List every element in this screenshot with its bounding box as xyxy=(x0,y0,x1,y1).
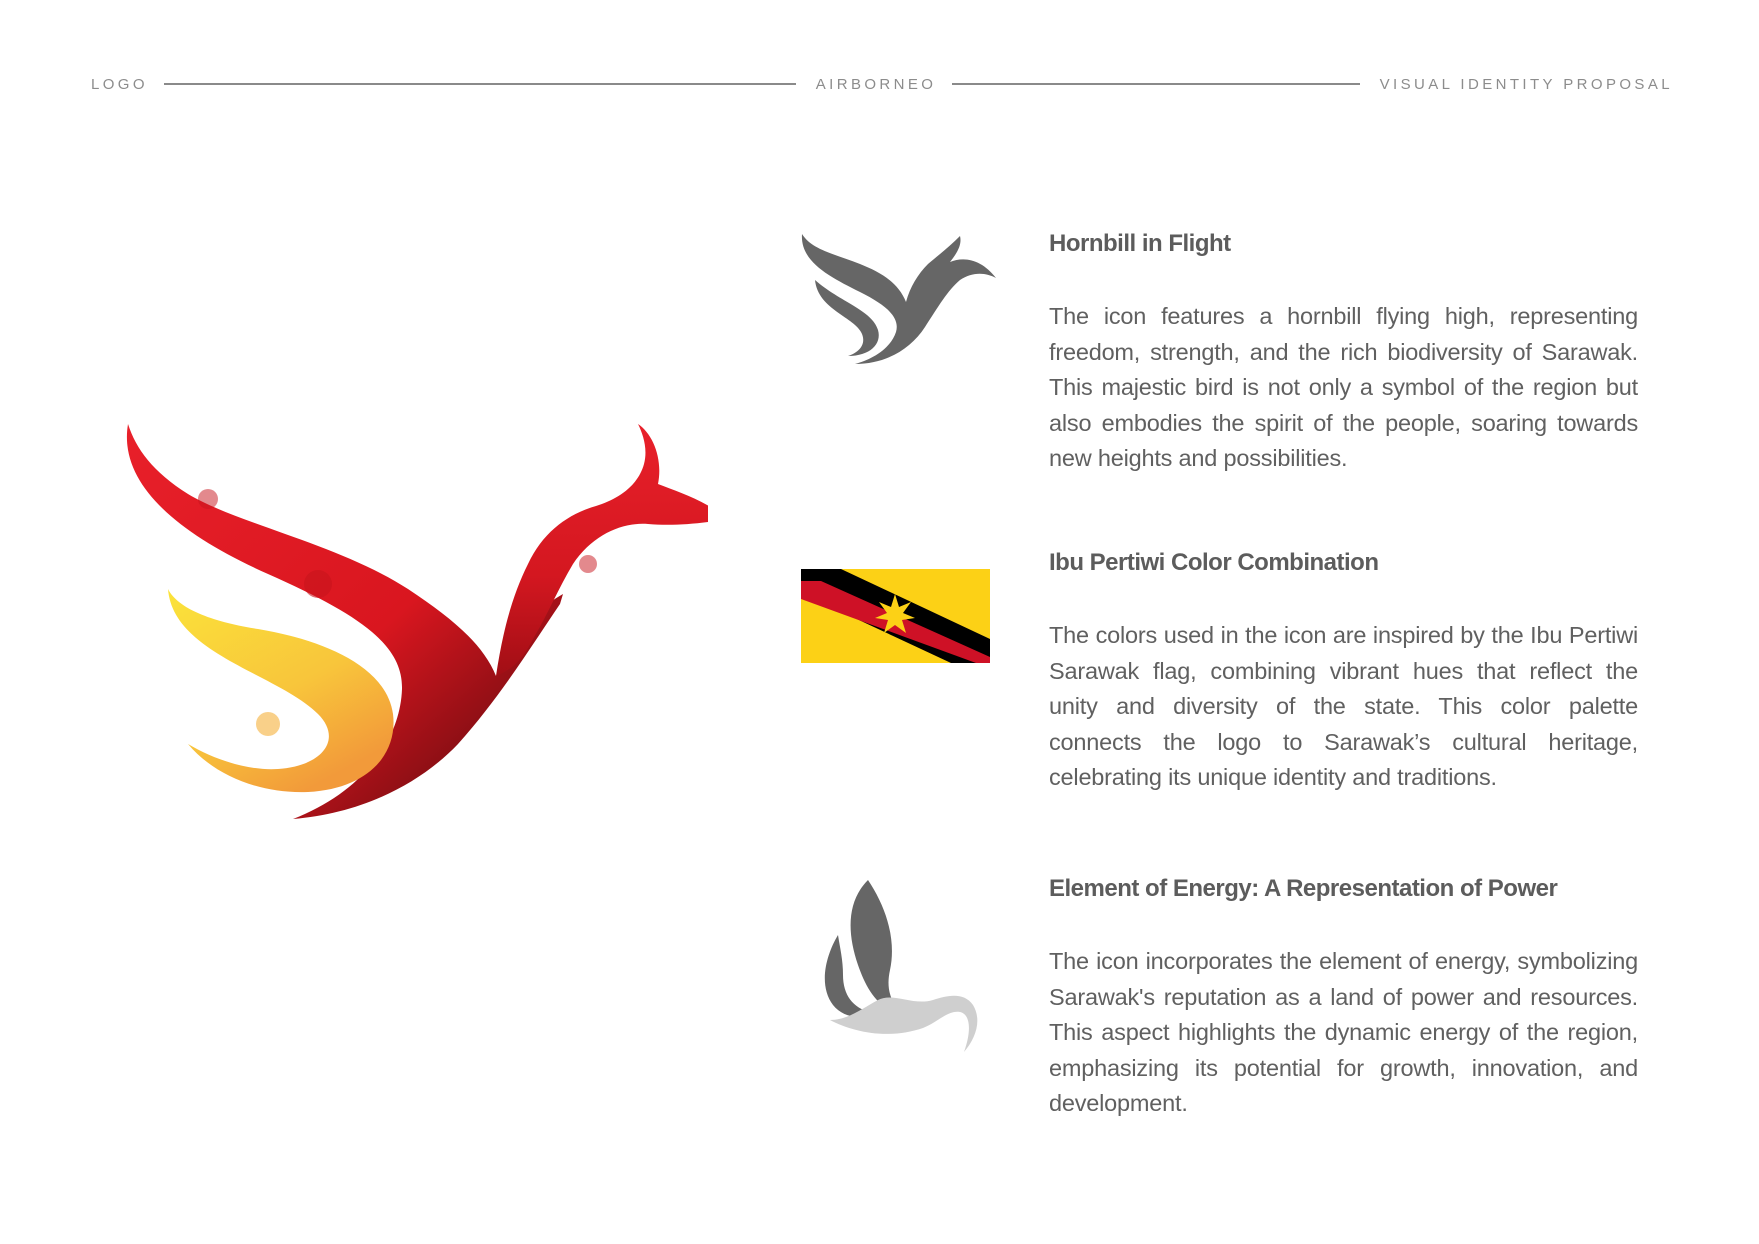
section-body: The icon incorporates the element of energy, symbolizing Sarawak's reputation as a land of power and resources. This aspect highlights the dynamic energy of the region, emphasizing its potential for growth, innovation, and development. xyxy=(1049,948,1638,1116)
section-title: Element of Energy: A Representation of Power xyxy=(1049,875,1558,902)
section-body: The icon features a hornbill flying high, representing freedom, strength, and the rich biodiversity of Sarawak. This majestic bird is not only a symbol of the region but also embodies the spirit of the people, soaring towards new heights and possibilities. xyxy=(1049,303,1638,471)
sarawak-flag-icon xyxy=(801,569,990,663)
energy-section xyxy=(1049,874,1638,1122)
hornbill-silhouette-icon xyxy=(800,232,996,366)
hornbill-logo-icon xyxy=(118,414,708,826)
energy-flame-icon xyxy=(808,880,982,1052)
header-divider xyxy=(164,83,796,85)
header-section-label: LOGO xyxy=(91,75,148,93)
hornbill-section xyxy=(1049,229,1638,477)
header-document-title: VISUAL IDENTITY PROPOSAL xyxy=(1379,75,1673,93)
page-header xyxy=(91,74,1673,94)
section-title: Ibu Pertiwi Color Combination xyxy=(1049,549,1379,576)
header-brand-name: AIRBORNEO xyxy=(815,75,937,93)
section-body: The colors used in the icon are inspired by the Ibu Pertiwi Sarawak flag, combining vibrant hues that reflect the unity and diversity of the state. This color palette connects the logo to Sarawak’s cultural heritage, celebrating its unique identity and traditions. xyxy=(1049,622,1638,790)
header-divider xyxy=(952,83,1359,85)
color-section xyxy=(1049,548,1638,796)
section-title: Hornbill in Flight xyxy=(1049,230,1231,257)
